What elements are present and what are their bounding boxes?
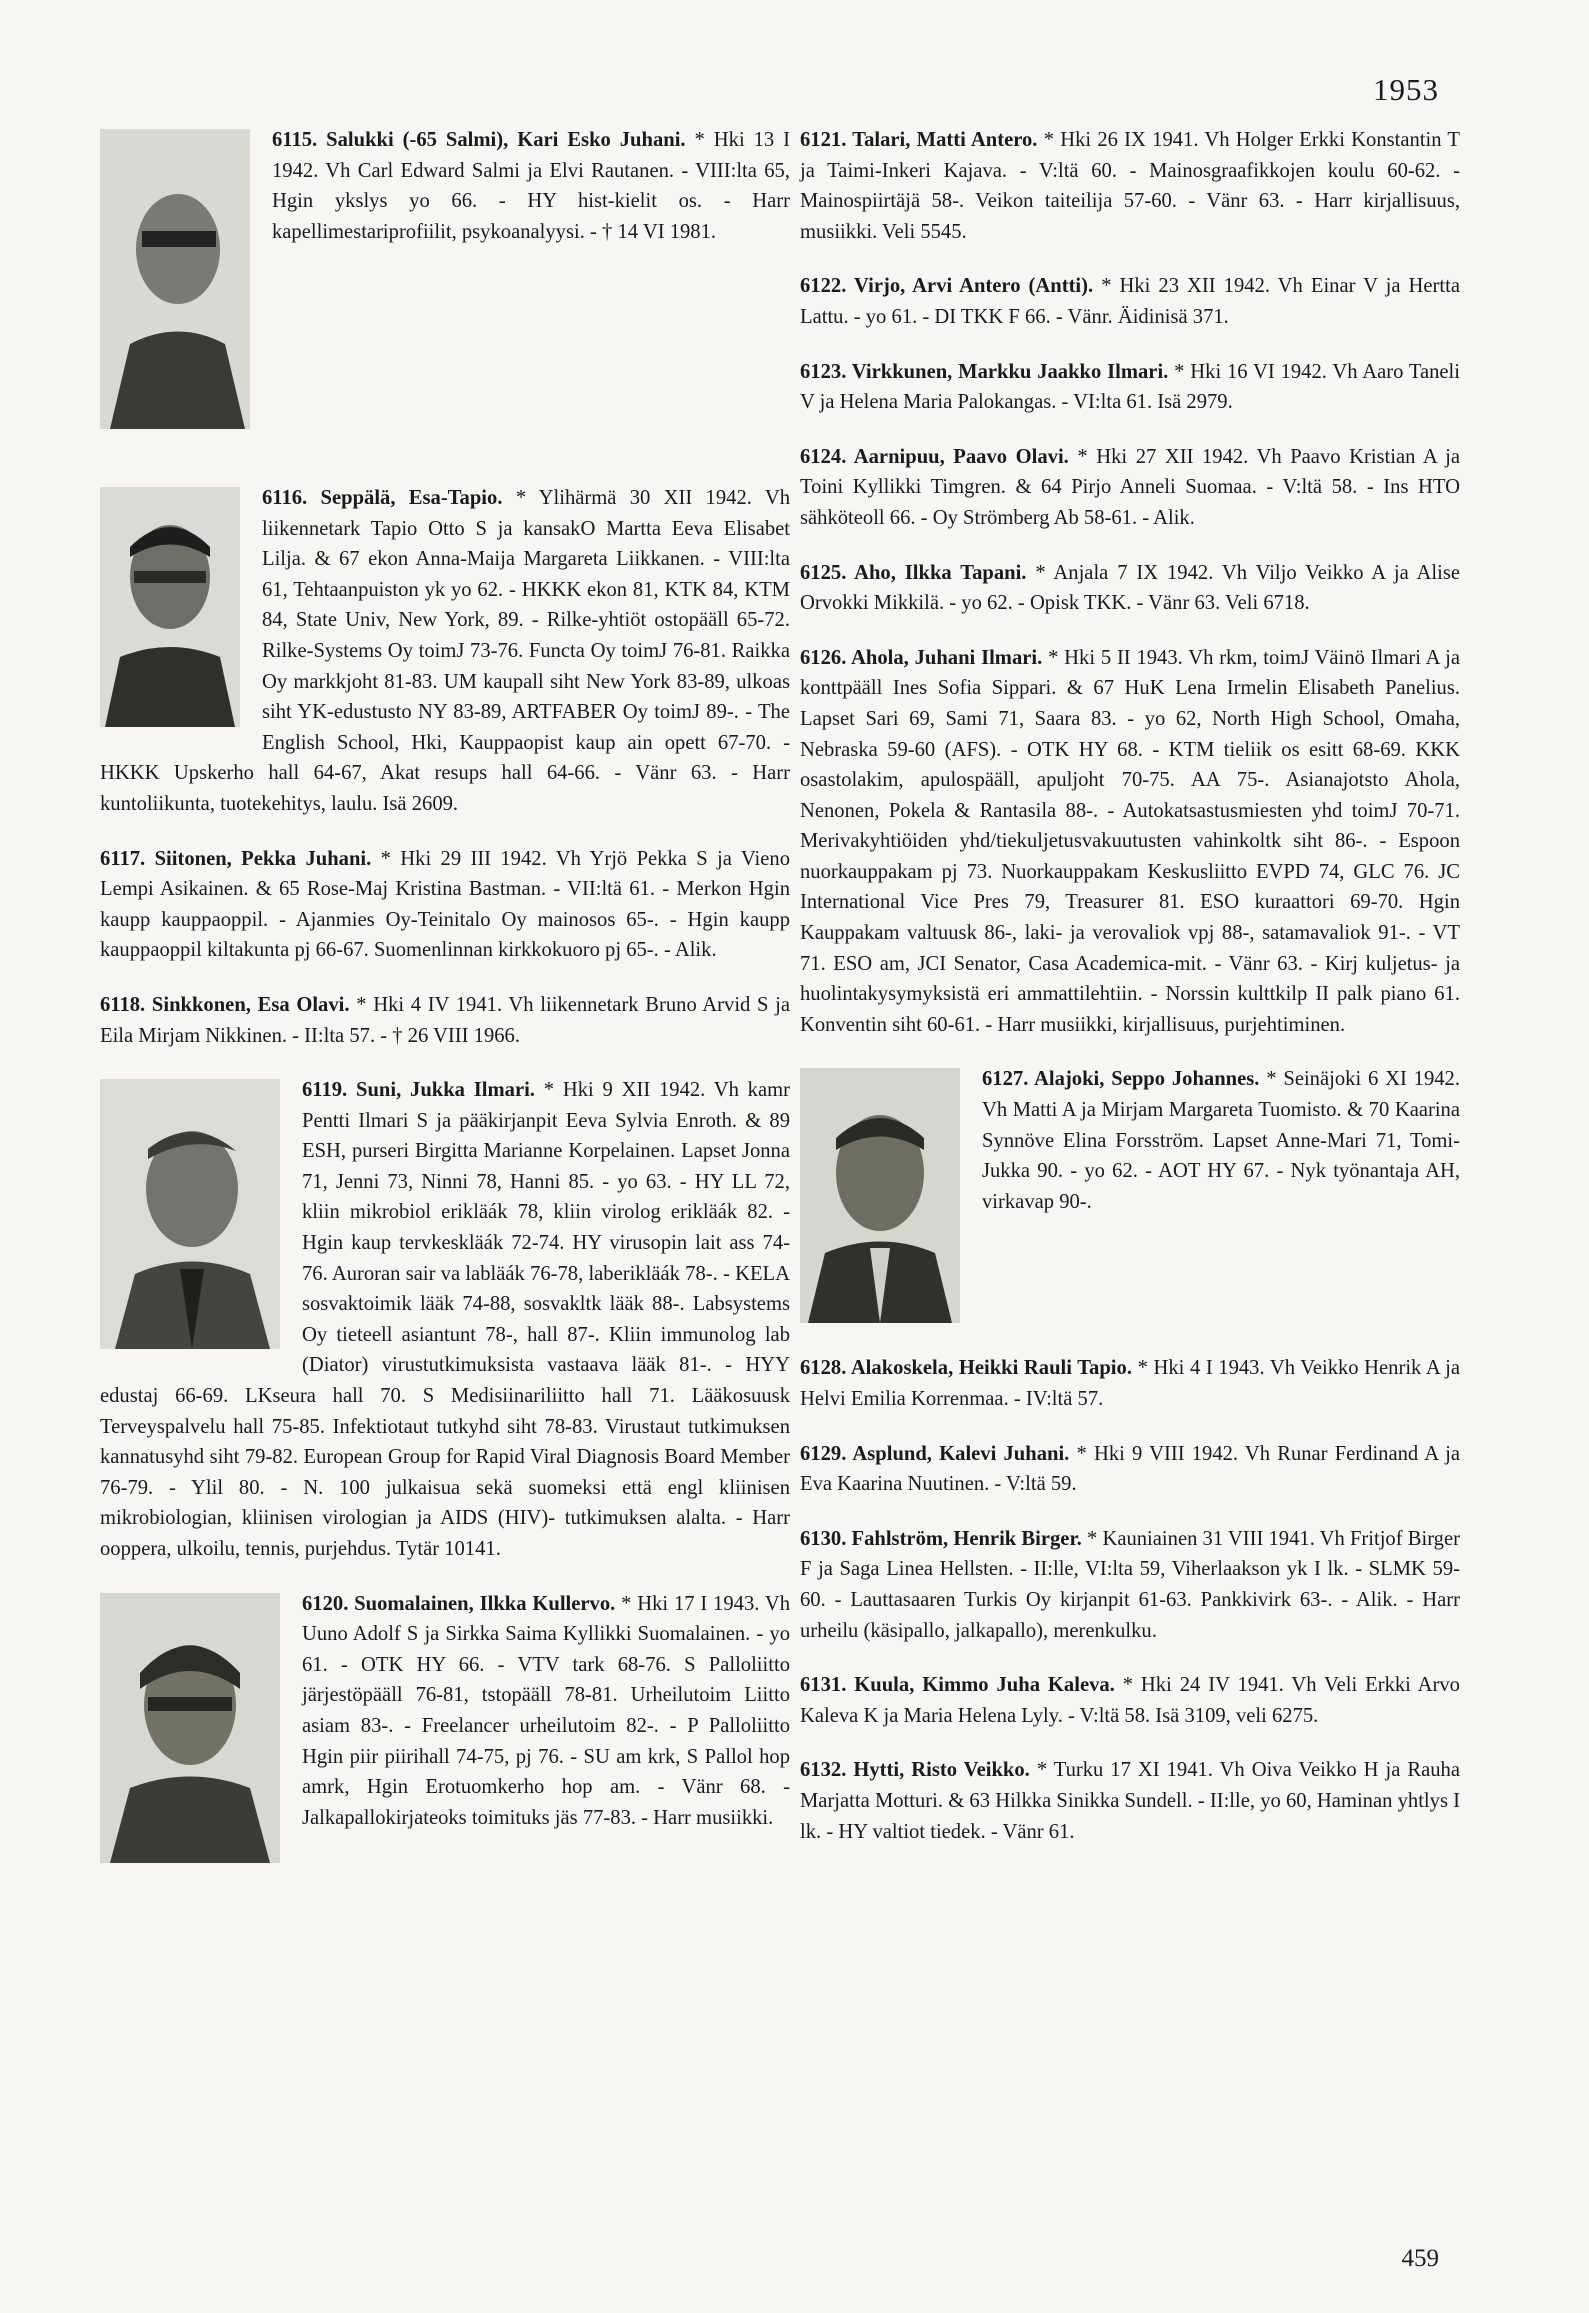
entry-text: * Hki 4 IV 1941. Vh liikennetark Bruno Arvid S ja Eila Mirjam Nikkinen. - II:lta 57. - † 26 VIII 1966. (100, 993, 791, 1047)
entry-text: * Hki 23 XII 1942. Vh Einar V ja Hertta Lattu. - yo 61. - DI TKK F 66. - Vänr. Äidinisä 371. (800, 275, 1460, 328)
portrait-photo (800, 1068, 960, 1323)
entry-6124 (800, 442, 1460, 534)
entry-6118 (100, 990, 790, 1051)
entry-text: * Kauniainen 31 VIII 1941. Vh Fritjof Birger F ja Saga Linea Hellsten. - II:lle, VI:lta 59, Viherlaakson yk I lk. - SLMK 59-60. - Lauttasaaren Turkis Oy kirjanpit 61-63. Pankkivirk 63-. - Alik. - Harr urheilu (käsipallo, jalkapallo), merenkulku. (800, 1527, 1460, 1642)
entry-name: 6132. Hytti, Risto Veikko. (800, 1759, 1030, 1782)
entry-text: * Hki 16 VI 1942. Vh Aaro Taneli V ja Helena Maria Palokangas. - VI:lta 61. Isä 2979. (800, 360, 1461, 414)
entry-text: * Hki 17 I 1943. Vh Uuno Adolf S ja Sirkka Saima Kyllikki Suomalainen. - yo 61. - OTK HY 66. - VTV tark 68-76. S Palloliitto järjestöpääll 76-81, tstopääll 78-81. Urheilutoim Liitto asiam 83-. - Freelancer urheilutoim 82-. - P Palloliitto Hgin piir piirihall 74-75, pj 76. - SU am krk, S Pallol hop amrk, Hgin Erotuomkerho hop am. - Vänr 68. - Jalkapallokirjateoks toimituks jäs 77-83. - Harr musiikki. (302, 1592, 791, 1829)
entry-name: 6130. Fahlström, Henrik Birger. (800, 1527, 1082, 1550)
entry-6129 (800, 1439, 1460, 1500)
entry-6116 (100, 483, 790, 820)
entry-name: 6119. Suni, Jukka Ilmari. (302, 1079, 535, 1102)
right-column (800, 125, 1460, 1871)
entry-6130 (800, 1524, 1460, 1646)
entry-6131 (800, 1670, 1460, 1731)
entry-6119 (100, 1075, 790, 1565)
entry-6132 (800, 1755, 1460, 1847)
entry-text: * Ylihärmä 30 XII 1942. Vh liikennetark Tapio Otto S ja kansakO Martta Eeva Elisabet Lilja. & 67 ekon Anna-Maija Margareta Liikkanen. - VIII:lta 61, Tehtaanpuiston yk yo 62. - HKKK ekon 81, KTK 84, KTM 84, State Univ, New York, 89. - Rilke-yhtiöt ostopääll 65-72. Rilke-Systems Oy toimJ 73-76. Functa Oy toimJ 76-81. Raikka Oy markkjoht 81-83. UM kaupall siht New York 83-89, ulkoas siht YK-edustusto NY 83-89, ARTFABER Oy toimJ 89-. - The English School, Hki, Kauppaopist kaup ain opett 67-70. - HKKK Upskerho hall 64-67, Akat resups hall 64-66. - Vänr 63. - Harr kuntoliikunta, tuotekehitys, laulu. Isä 2609. (100, 487, 791, 815)
entry-name: 6131. Kuula, Kimmo Juha Kaleva. (800, 1674, 1115, 1697)
entry-6123 (800, 357, 1460, 418)
entry-text: * Hki 13 I 1942. Vh Carl Edward Salmi ja Elvi Rautanen. - VIII:lta 65, Hgin ykslys yo 66. - HY hist-kielit os. - Harr kapellimestariprofiilit, psykoanalyysi. - † 14 VI 1981. (272, 129, 790, 243)
entry-text: * Hki 4 I 1943. Vh Veikko Henrik A ja Helvi Emilia Korrenmaa. - IV:ltä 57. (800, 1357, 1461, 1411)
portrait-5-icon (800, 1068, 960, 1323)
portrait-photo (100, 487, 240, 727)
entry-name: 6126. Ahola, Juhani Ilmari. (800, 646, 1043, 669)
entry-6122 (800, 271, 1460, 332)
entry-name: 6115. Salukki (-65 Salmi), Kari Esko Juhani. (272, 129, 686, 151)
left-column (100, 125, 790, 1869)
portrait-photo (100, 129, 250, 429)
entry-name: 6123. Virkkunen, Markku Jaakko Ilmari. (800, 360, 1169, 383)
portrait-3-icon (100, 1079, 280, 1349)
entry-name: 6128. Alakoskela, Heikki Rauli Tapio. (800, 1357, 1132, 1380)
entry-name: 6129. Asplund, Kalevi Juhani. (800, 1442, 1070, 1465)
portrait-1-icon (100, 129, 250, 429)
portrait-photo (100, 1593, 280, 1863)
entry-name: 6117. Siitonen, Pekka Juhani. (100, 847, 372, 870)
entry-6125 (800, 558, 1460, 619)
entry-text: * Hki 5 II 1943. Vh rkm, toimJ Väinö Ilmari A ja konttpääll Ines Sofia Sippari. & 67 HuK Lena Irmelin Elisabeth Panelius. Lapset Sari 69, Sami 71, Saara 83. - yo 62, North High School, Omaha, Nebraska 59-60 (AFS). - OTK HY 68. - KTM tieliik os esitt 68-69. KKK osastolakim, apulospääll, apuljoht 70-75. AA 75-. Asianajotsto Ahola, Nenonen, Pokela & Rantasila 88-. - Autokatsastusmiesten yhd toimJ 70-71. Merivakyhtiöiden yhd/tiekuljetusvakuutusten vahinkoltk siht 86-. - Espoon nuorkauppakam pj 73. Nuorkauppakam Keskusliitto EVPD 74, GLC 76. JC International Vice Pres 79, Treasurer 81. ESO kuraattori 69-70. Hgin Kauppakam valtuusk 86-, laki- ja verovaliok vpj 88-, satamavaliok 91-. - VT 71. ESO am, JCI Senator, Casa Academica-mit. - Vänr 63. - Kirj kuljetus- ja huolintakysymyksistä eri ammattilehtiin. - Norssin kulttkilp II palk piano 61. Konventin siht 60-61. - Harr musiikki, kirjallisuus, purjehtiminen. (800, 646, 1461, 1036)
entry-text: * Hki 24 IV 1941. Vh Veli Erkki Arvo Kaleva K ja Maria Helena Lyly. - V:ltä 58. Isä 3109, veli 6275. (800, 1674, 1460, 1727)
portrait-4-icon (100, 1593, 280, 1863)
entry-text: * Turku 17 XI 1941. Vh Oiva Veikko H ja Rauha Marjatta Motturi. & 63 Hilkka Sinikka Sundell. - II:lle, yo 60, Haminan yhtlys I lk. - HY valtiot tiedek. - Vänr 61. (800, 1759, 1460, 1843)
entry-6127 (800, 1064, 1460, 1329)
entry-name: 6122. Virjo, Arvi Antero (Antti). (800, 275, 1094, 298)
entry-text: * Hki 29 III 1942. Vh Yrjö Pekka S ja Vieno Lempi Asikainen. & 65 Rose-Maj Kristina Bastman. - VII:ltä 61. - Merkon Hgin kaupp kauppaoppil. - Ajanmies Oy-Teinitalo Oy mainosos 65-. - Hgin kaupp kauppaoppil kiltakunta pj 66-67. Suomenlinnan kirkkokuoro pj 65-. - Alik. (100, 847, 790, 962)
entry-name: 6118. Sinkkonen, Esa Olavi. (100, 993, 350, 1016)
entry-text: * Hki 9 XII 1942. Vh kamr Pentti Ilmari S ja pääkirjanpit Eeva Sylvia Enroth. & 89 ESH, purseri Birgitta Marianne Korpelainen. Lapset Jonna 71, Jenni 73, Ninni 78, Hanni 85. - yo 63. - HY LL 72, kliin mikrobiol erikläák 78, kliin virolog erikläák 82. - Hgin kaup tervkeskläák 72-74. HY virusopin lait ass 74-76. Auroran sair va labläák 76-78, laberikläák 78-. - KELA sosvaktoimik lääk 74-88, sosvakltk lääk 88-. Labsystems Oy tieteell asiantunt 78-, hall 87-. Kliin immunolog lab (Diator) virustutkimuksista vastaava lääk 81-. - HYY edustaj 66-69. LKseura hall 70. S Medisiinariliitto hall 71. Lääkosuusk Terveyspalvelu hall 75-85. Infektiotaut tutkyhd siht 78-83. Virustaut tutkimuksen kannatusyhd siht 79-82. European Group for Rapid Viral Diagnosis Board Member 76-79. - Ylil 80. - N. 100 julkaisua sekä suomeksi että engl kliinisen mikrobiologian, kliinisen virologian ja AIDS (HIV)- tutkimuksen alalta. - Harr ooppera, ulkoilu, tennis, purjehdus. Tytär 10141. (100, 1079, 791, 1560)
entry-name: 6127. Alajoki, Seppo Johannes. (982, 1068, 1260, 1091)
entry-text: * Hki 26 IX 1941. Vh Holger Erkki Konstantin T ja Taimi-Inkeri Kajava. - V:ltä 60. - Mainosgraafikkojen koulu 60-62. - Mainospiirtäjä 58-. Veikon taiteilija 57-60. - Vänr 63. - Harr kirjallisuus, musiikki. Veli 5545. (800, 129, 1460, 243)
entry-6117 (100, 844, 790, 966)
entry-6121 (800, 125, 1460, 247)
entry-6128 (800, 1353, 1460, 1414)
entry-name: 6124. Aarnipuu, Paavo Olavi. (800, 445, 1069, 468)
portrait-photo (100, 1079, 280, 1349)
entry-name: 6120. Suomalainen, Ilkka Kullervo. (302, 1592, 616, 1615)
entry-6120 (100, 1589, 790, 1834)
page-year: 1953 (1373, 72, 1439, 107)
entry-name: 6116. Seppälä, Esa-Tapio. (262, 487, 503, 509)
entry-name: 6125. Aho, Ilkka Tapani. (800, 561, 1027, 584)
entry-text: * Hki 9 VIII 1942. Vh Runar Ferdinand A ja Eva Kaarina Nuutinen. - V:ltä 59. (800, 1442, 1461, 1496)
entry-text: * Hki 27 XII 1942. Vh Paavo Kristian A ja Toini Kyllikki Timgren. & 64 Pirjo Anneli Suomaa. - V:ltä 58. - Ins HTO sähköteoll 66. - Oy Strömberg Ab 58-61. - Alik. (800, 445, 1461, 529)
entry-6115 (100, 125, 790, 435)
entry-text: * Seinäjoki 6 XI 1942. Vh Matti A ja Mirjam Margareta Tuomisto. & 70 Kaarina Synnöve Elina Forsström. Lapset Anne-Mari 71, Tomi-Jukka 90. - yo 62. - AOT HY 67. - Nyk työnantaja AH, virkavap 90-. (982, 1068, 1460, 1213)
entry-6126 (800, 643, 1460, 1041)
entry-name: 6121. Talari, Matti Antero. (800, 129, 1038, 151)
page-number: 459 (1401, 2245, 1439, 2272)
portrait-2-icon (100, 487, 240, 727)
entry-text: * Anjala 7 IX 1942. Vh Viljo Veikko A ja Alise Orvokki Mikkilä. - yo 62. - Opisk TKK. - Vänr 63. Veli 6718. (800, 561, 1461, 615)
